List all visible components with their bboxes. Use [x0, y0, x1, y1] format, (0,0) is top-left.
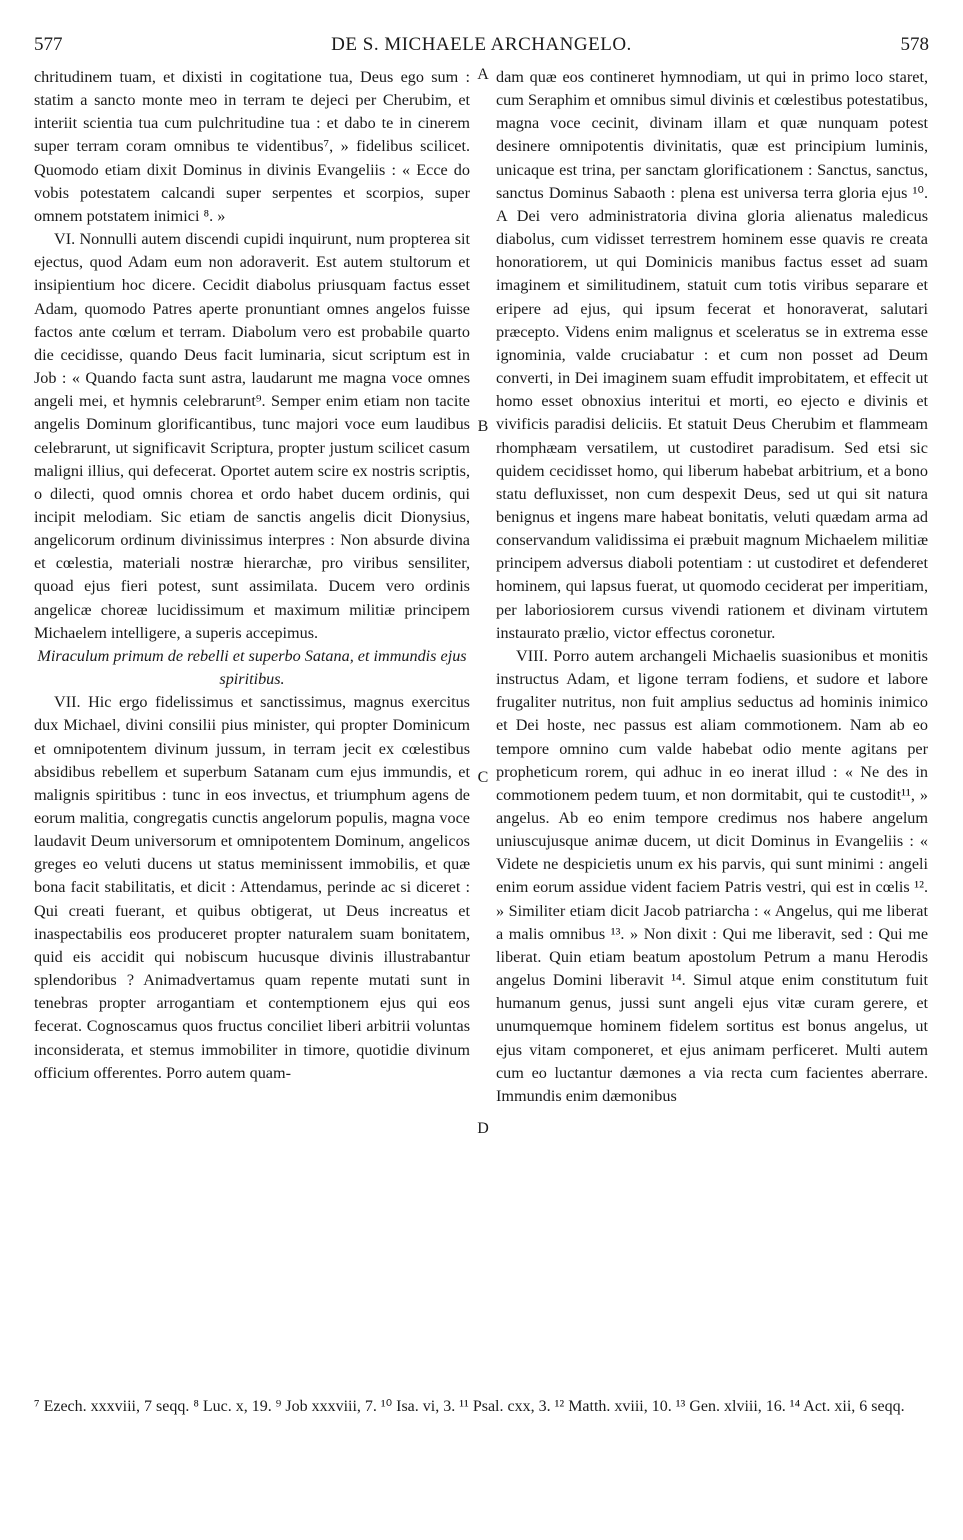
- running-header: [34, 34, 929, 60]
- margin-marker-d: D: [477, 1120, 489, 1137]
- paragraph: VIII. Porro autem archangeli Michaelis suasionibus et monitis instructus Adam, et ligone terram fodiens, et sudore et labore frugaliter nutritus, non fuit amplius seductus ad hominis inimico et Dei hoste, nec passus est aliam commotionem. Nam ab eo tempore omnino cum valde habebat odio mente agitans per propheticum rorem, qui adhuc in eo inerat illud : « Ne des in commotionem pedem tuum, et non dormitabit, qui te custodit¹¹, » angelus. Ab eo enim tempore credimus nos habere angelum uniuscujusque animæ ducem, ut dicit Dominus in Evangeliis : « Videte ne despicietis unum ex his parvis, qui sunt minimi : angeli enim eorum assidue vident faciem Patris vestri, qui est in cœlis ¹². » Similiter etiam dicit Jacob patriarcha : « Angelus, qui me liberat a malis omnibus ¹³. » Non dixit : Qui me liberavit, sed : Qui me liberat. Quin etiam beatum apostolum Petrum a manu Herodis angelus Domini liberavit ¹⁴. Simul atque enim constitutum fuit humanum genus, jussi sunt angeli ejus vitæ curam gerere, et unumquemque hominem fidelem sortitus est bonus angelus, ut ejus vitam componeret, et ejus animam perficeret. Multi autem cum eo luctantur dæmones a via recta cum facientes aberrare. Immundis enim dæmonibus: [496, 646, 928, 1105]
- paragraph: VI. Nonnulli autem discendi cupidi inquirunt, num propterea sit ejectus, quod Adam eum non adoraverit. Est autem stultorum et insipientium hoc dicere. Cecidit diabolus priusquam factus esset Adam, quomodo Patres aperte pronuntiant omnes angelos fuisse factos ante cœlum et terram. Diabolum vero est probabile quarto die cecidisse, quando Deus facit luminaria, sicut scriptum est in Job : « Quando facta sunt astra, laudarunt me magna voce omnes angeli mei, et hymnis celebrarunt⁹. Semper enim etiam non tacite angelis Dominum glorificantibus, tunc majori voce eum laudibus celebrarunt, ut significavit Scriptura, propter justum scilicet casum maligni illius, qui defecerat. Oportet autem scire ex nostris scriptis, o dilecti, quod omnis chorea et ordo habet ducem ordinis, qui incipit melodiam. Sic etiam de sanctis angelis dicit Dionysius, angelicorum ordinum divinissimus interpres : Non absurde divina et cœlestia, materiali nostræ hierarchæ, pro viribus sensiliter, quoad ejus fieri potest, sunt assimilata. Ducem vero ordinis angelicæ choreæ lucidissimum et maximum militiæ principem Michaelem intelligere, a superis accepimus.: [34, 230, 470, 642]
- paragraph: dam quæ eos contineret hymnodiam, ut qui in primo loco staret, cum Seraphim et omnibus simul divinis et cœlestibus potestatibus, magna voce cecinit, divinam illam et quæ nunquam potest desinere omnipotentis divinitatis, quæ est principium luminis, unicaque est trina, per sanctam glorificationem : Sanctus, sanctus, sanctus Dominus Sabaoth : plena est universa terra gloria ejus ¹⁰. A Dei vero administratoria divina gloria alienatus maledicus diabolus, cum vidisset terrestrem hominem esse quavis re creata honoratiorem, ut qui Dominicis manibus factus esset ad suam imaginem et similitudinem, statuit cum totis viribus separare et eripere ad ejus, qui ipsum fecerat et honoraverat, salutari præcepto. Videns enim malignus et sceleratus se in extrema esse ignominia, valde cruciabatur : et cum non posset ad Deum converti, in Dei imaginem suam effudit improbitatem, et effecit ut homo esset obnoxius interitui et morti, eo ejecto e divinis et vivificis paradisi deliciis. Et statuit Deus Cherubim et flammeam rhomphæam versatilem, ut custodiret paradisum. Sed etsi sic quidem cecidisset homo, qui liberum habebat arbitrium, et a bono statu defluxisset, non cum despexit Deus, sed ut qui sit natura benignus et ingens mare habeat bonitatis, veluti quædam arma ad conservandum validissima ei præbuit magnum Michaelem militiæ principem adversus diaboli potentiam : ut custodiret et defenderet hominem, qui lapsus fuerat, ut quomodo ceciderat per imperitiam, per laboriosiorem cursus vivendi rationem et divinam virtutem instaurato prælio, victor effectus coronetur.: [496, 68, 928, 642]
- right-column: [496, 66, 928, 1391]
- left-column: [34, 66, 470, 1391]
- margin-marker-c: C: [477, 769, 489, 786]
- paragraph: VII. Hic ergo fidelissimus et sanctissimus, magnus exercitus dux Michael, divini consilii pius minister, qui propter Dominicum et omnipotentem divinum jussum, in terram jecit ex cœlestibus absidibus rebellem et superbum Satanam cum ejus immundis, et malignis spiritibus : tunc in eos invectus, et triumphum agens de eorum malitia, congregatis cunctis angelorum populis, magna voce laudavit Deum universorum et omnipotentem Dominum, angelicos greges eo veluti ducens ut status meminissent immobilis, et quæ bona facit stabilitatis, et dicit : Attendamus, perinde ac si diceret : Qui creati fuerant, et quibus obtigerat, ut Deus increatus et inaspectabilis eos produceret propter naturalem suam bonitatem, quid eis accidit qui nobiscum hucusque divinis illustrabantur splendoribus ? Animadvertamus quam repente mutati sunt in tenebras propter arrogantiam et contemptionem ejus qui eos fecerat. Cognoscamus quos fructus conciliet liberi arbitrii voluntas inconsiderata, et stemus immobiliter in timore, quotidie divinum officium offerentes. Porro autem quam-: [34, 693, 470, 1082]
- paragraph: chritudinem tuam, et dixisti in cogitatione tua, Deus ego sum : statim a sancto monte meo in terram te dejeci per Cherubim, et interiit scientia tua cum pulchritudine tua : et dabo te in cinerem super terram coram omnibus te videntibus⁷, » fidelibus scilicet. Quomodo etiam dixit Dominus in divinis Evangeliis : « Ecce do vobis potestatem calcandi super serpentes et scorpios, super omnem potstatem inimici ⁸. »: [34, 68, 470, 225]
- footnotes: ⁷ Ezech. xxxviii, 7 seqq. ⁸ Luc. x, 19. ⁹ Job xxxviii, 7. ¹⁰ Isa. vi, 3. ¹¹ Psal. cxx, 3. ¹² Matth. xviii, 10. ¹³ Gen. xlviii, 16. ¹⁴ Act. xii, 6 seqq.: [34, 1398, 905, 1415]
- running-title: DE S. MICHAELE ARCHANGELO.: [331, 34, 632, 55]
- page-number-right: 578: [900, 34, 929, 55]
- page-number-left: 577: [34, 34, 63, 55]
- section-subheading: Miraculum primum de rebelli et superbo Satana, et immundis ejus spiritibus.: [37, 646, 467, 689]
- margin-marker-a: A: [477, 66, 489, 83]
- margin-marker-b: B: [477, 418, 489, 435]
